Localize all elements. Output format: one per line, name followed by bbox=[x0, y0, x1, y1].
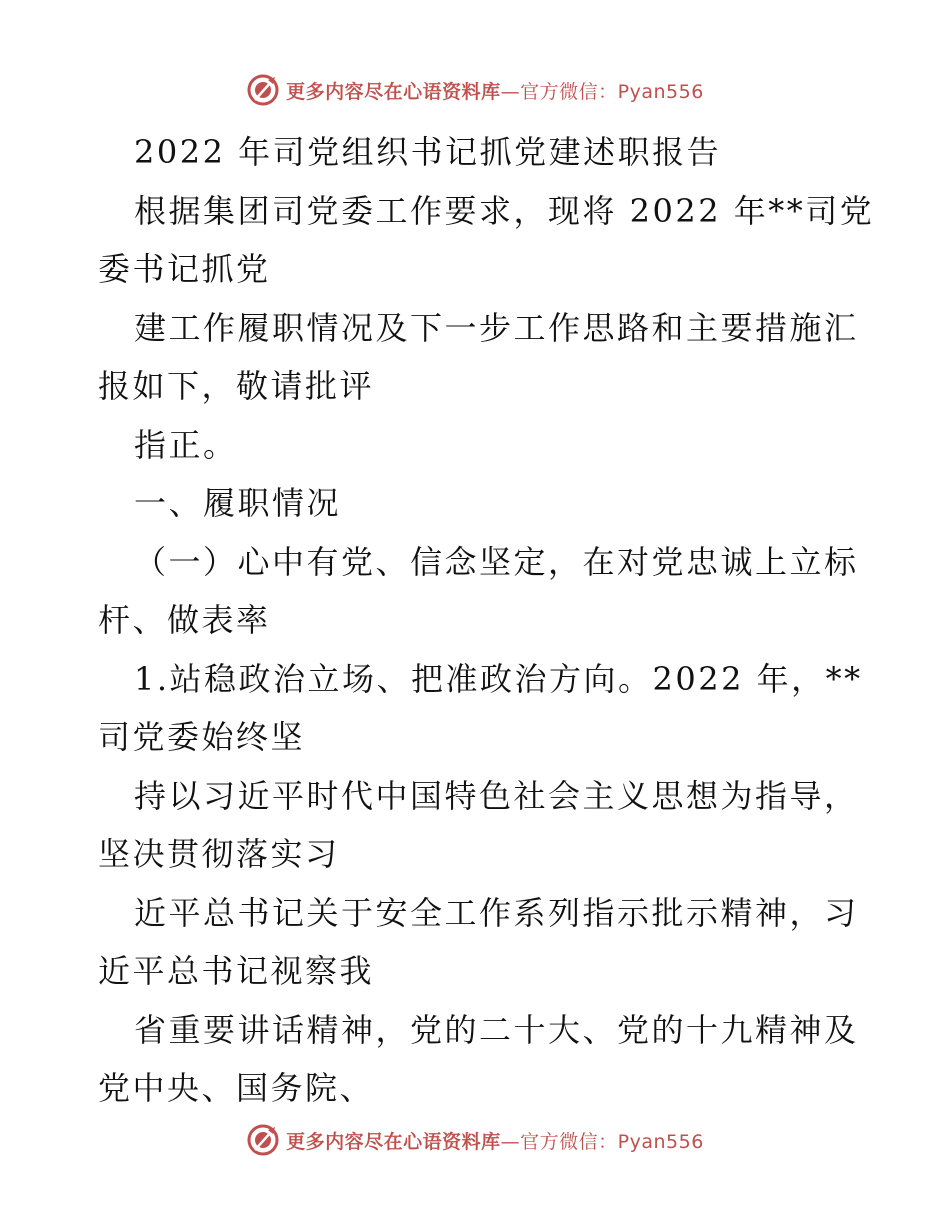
pen-seal-icon bbox=[246, 73, 280, 107]
document-line: 指正。 bbox=[134, 425, 238, 464]
document-line: 持以习近平时代中国特色社会主义思想为指导， bbox=[134, 776, 859, 815]
document-line: 党中央、国务院、 bbox=[98, 1069, 375, 1107]
document-line: （一）心中有党、信念坚定，在对党忠诚上立标 bbox=[134, 542, 859, 581]
header-watermark bbox=[0, 70, 950, 110]
document-line: 省重要讲话精神，党的二十大、党的十九精神及 bbox=[134, 1010, 859, 1049]
document-line: 司党委始终坚 bbox=[98, 718, 306, 756]
pen-seal-icon bbox=[246, 1123, 280, 1157]
document-line: 委书记抓党 bbox=[98, 250, 271, 288]
watermark-brand: 更多内容尽在心语资料库 bbox=[286, 1130, 501, 1153]
document-line: 近平总书记视察我 bbox=[98, 952, 375, 990]
watermark-text bbox=[286, 77, 704, 104]
watermark-separator: — bbox=[500, 1130, 521, 1153]
document-line: 报如下，敬请批评 bbox=[98, 367, 375, 405]
document-line: 一、履职情况 bbox=[134, 484, 342, 522]
document-line: 2022 年司党组织书记抓党建述职报告 bbox=[134, 133, 722, 171]
document-line: 近平总书记关于安全工作系列指示批示精神，习 bbox=[134, 893, 859, 932]
document-line: 根据集团司党委工作要求，现将 2022 年**司党 bbox=[134, 191, 875, 230]
footer-watermark bbox=[0, 1120, 950, 1160]
document-line: 1.站稳政治立场、把准政治方向。2022 年，** bbox=[134, 659, 863, 698]
watermark-wechat: 官方微信：Pyan556 bbox=[520, 1130, 704, 1153]
watermark-text bbox=[286, 1127, 704, 1154]
watermark-wechat: 官方微信：Pyan556 bbox=[520, 80, 704, 103]
watermark-brand: 更多内容尽在心语资料库 bbox=[286, 80, 501, 103]
watermark-separator: — bbox=[500, 80, 521, 103]
document-body bbox=[98, 123, 875, 1118]
document-line: 杆、做表率 bbox=[98, 601, 271, 639]
document-line: 坚决贯彻落实习 bbox=[98, 835, 340, 873]
document-line: 建工作履职情况及下一步工作思路和主要措施汇 bbox=[134, 308, 859, 347]
